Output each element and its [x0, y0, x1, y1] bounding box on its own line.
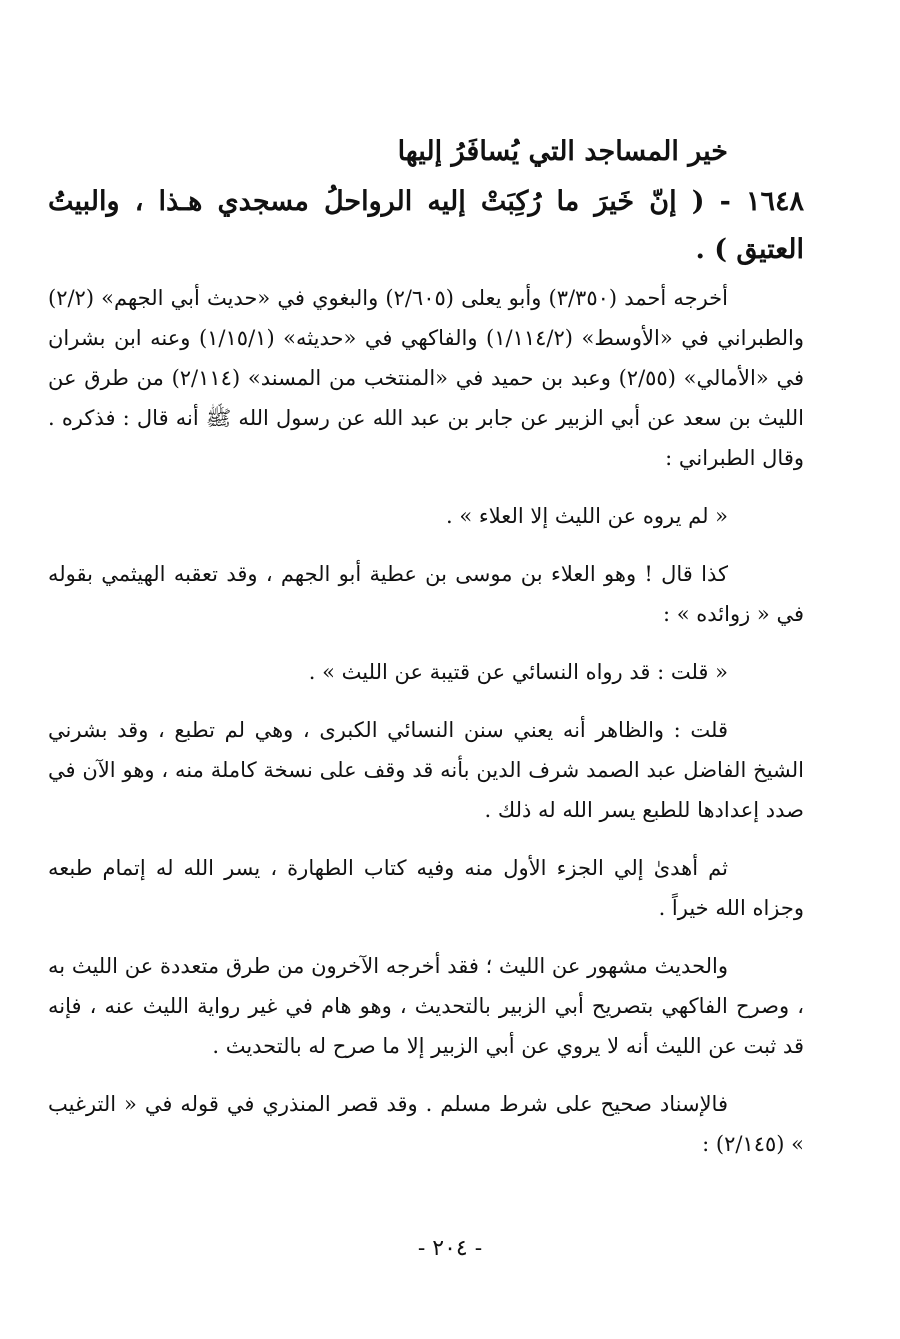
paragraph-takhrij: أخرجه أحمد (٣/٣٥٠) وأبو يعلى (٢/٦٠٥) والبغوي في «حديث أبي الجهم» (٢/٢) والطبراني في «الأوسط» (١/١١٤/٢) والفاكهي في «حديثه» (١/١٥/١) وعنه ابن بشران في «الأمالي» (٢/٥٥) وعبد بن حميد في «المنتخب من المسند» (٢/١١٤) من طرق عن الليث بن سعد عن أبي الزبير عن جابر بن عبد الله عن رسول الله ﷺ أنه قال : فذكره . وقال الطبراني : — [48, 286, 804, 470]
paragraph-gift: ثم أهدىٰ إلي الجزء الأول منه وفيه كتاب الطهارة ، يسر الله له إتمام طبعه وجزاه الله خيراً . — [48, 856, 804, 920]
paragraph-isnad: فالإسناد صحيح على شرط مسلم . وقد قصر المنذري في قوله في « الترغيب » (٢/١٤٥) : — [48, 1092, 804, 1156]
section-title: خير المساجد التي يُسافَرُ إليها — [397, 136, 728, 167]
paragraph-haythami: كذا قال ! وهو العلاء بن موسى بن عطية أبو الجهم ، وقد تعقبه الهيثمي بقوله في « زوائده » : — [48, 562, 804, 626]
page-number: - ٢٠٤ - — [417, 1236, 483, 1261]
quote-haythami: « قلت : قد رواه النسائي عن قتيبة عن الليث » . — [308, 660, 728, 684]
quote-tabarani: « لم يروه عن الليث إلا العلاء » . — [446, 504, 728, 528]
page-body — [48, 130, 804, 1164]
hadith-text: ١٦٤٨ - ( إنّ خَيرَ ما رُكِبَتْ إليه الرواحلُ مسجدي هـذا ، والبيتُ العتيق ) . — [48, 186, 804, 265]
paragraph-nasai: قلت : والظاهر أنه يعني سنن النسائي الكبرى ، وهي لم تطبع ، وقد بشرني الشيخ الفاضل عبد الصمد شرف الدين بأنه قد وقف على نسخة كاملة منه ، وهو الآن في صدد إعدادها للطبع يسر الله له ذلك . — [48, 718, 804, 822]
paragraph-hadith-routes: والحديث مشهور عن الليث ؛ فقد أخرجه الآخرون من طرق متعددة عن الليث به ، وصرح الفاكهي بتصريح أبي الزبير بالتحديث ، وهو هام في غير رواية الليث عنه ، فإنه قد ثبت عن الليث أنه لا يروي عن أبي الزبير إلا ما صرح له بالتحديث . — [48, 954, 804, 1058]
